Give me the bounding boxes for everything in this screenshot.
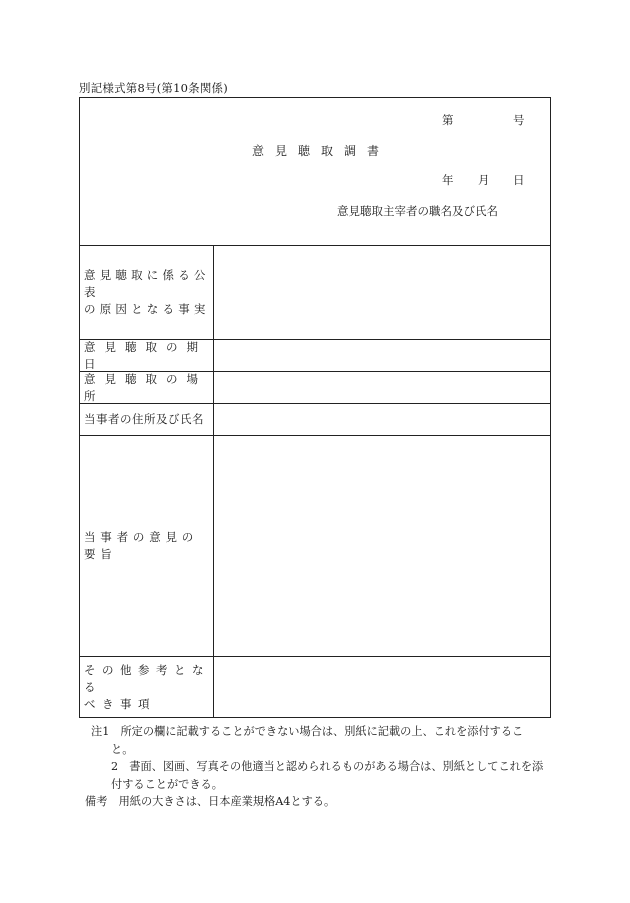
row-hearing-date [80,340,550,372]
remark-line: 備考 用紙の大きさは、日本産業規格A4とする。 [85,795,336,808]
row-label [80,404,214,435]
date-day: 日 [513,173,525,187]
row-label [80,436,214,656]
note-2-line-2: 付することができる。 [111,777,223,791]
form-caption: 別記様式第8号(第10条関係) [79,81,228,95]
row-cause-facts [80,245,550,340]
row-value-cell[interactable] [214,404,550,435]
note-1-line-1: 注1 所定の欄に記載することができない場合は、別紙に記載の上、これを添付するこ [91,725,524,738]
row-label-text: 意見聴取の場所 [84,371,207,403]
hearing-record-form [79,97,551,718]
row-party-opinion-summary [80,436,550,657]
row-label-text: 当事者の住所及び氏名 [84,412,204,426]
row-party-address-name [80,404,550,436]
row-label [80,245,214,339]
row-label [80,372,214,403]
row-value-cell[interactable] [214,372,550,403]
number-prefix: 第 [442,113,454,127]
form-title: 意見聴取調書 [252,144,391,158]
row-value-cell[interactable] [214,657,550,717]
row-label-text: 意見聴取の期日 [84,339,207,371]
number-suffix: 号 [513,113,525,127]
row-label-text: 当事者の意見の要旨 [84,530,199,561]
form-notes [79,723,559,811]
row-other-references [80,657,550,717]
row-value-cell[interactable] [214,245,550,339]
date-month: 月 [478,173,490,187]
date-year: 年 [442,173,454,187]
note-2-line-1: 2 書面、図画、写真その他適当と認められるものがある場合は、別紙としてこれを添 [111,760,544,773]
note-1-line-2: と。 [111,742,134,756]
document-number-line [80,112,550,128]
row-label [80,657,214,717]
row-label-text: その他参考となる べき事項 [84,662,210,711]
row-value-cell[interactable] [214,340,550,371]
form-header [80,98,550,246]
row-hearing-place [80,372,550,404]
row-label [80,340,214,371]
row-value-cell[interactable] [214,436,550,656]
presider-name-title: 意見聴取主宰者の職名及び氏名 [337,204,498,218]
row-label-text: 意見聴取に係る公表 の原因となる事実 [84,267,210,316]
